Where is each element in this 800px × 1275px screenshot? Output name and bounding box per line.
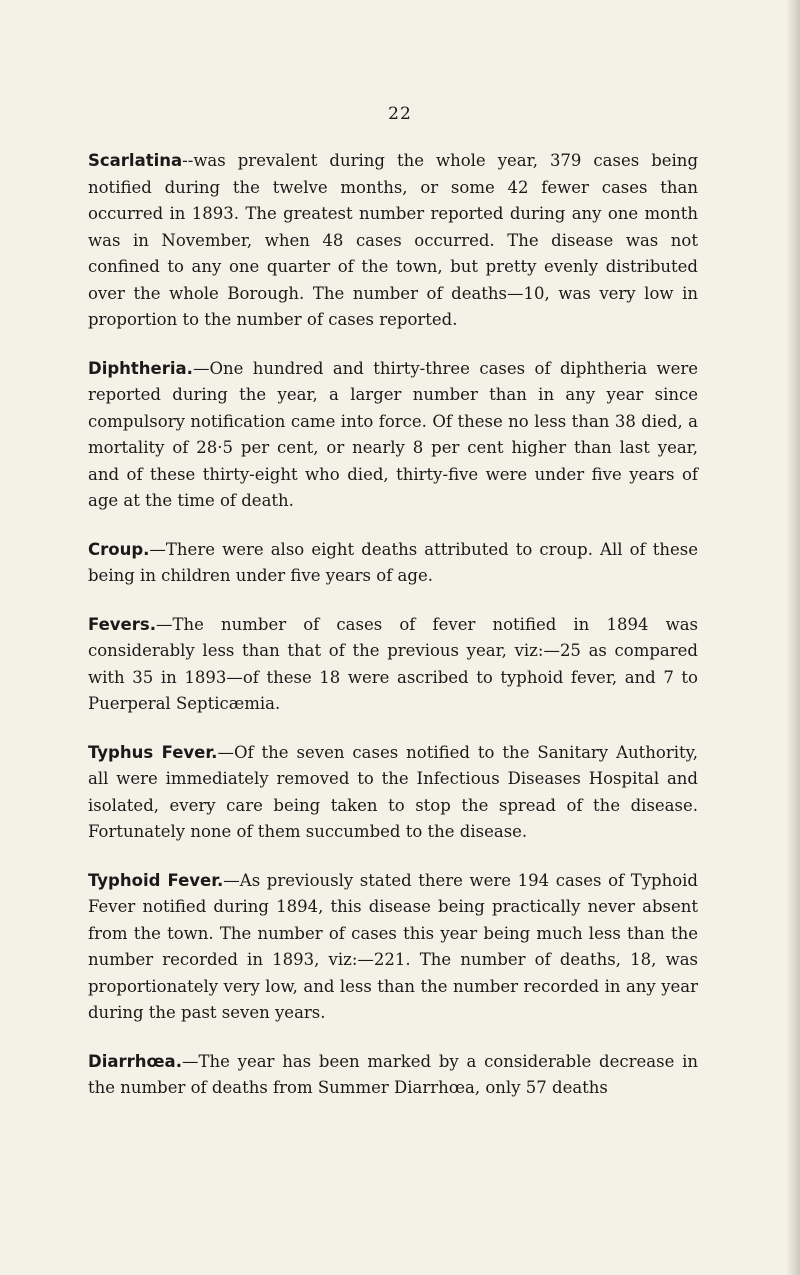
- section-heading-diarrhoea: Diarrhœa.: [88, 1051, 182, 1071]
- section-heading-typhoid-fever: Typhoid Fever.: [88, 870, 224, 890]
- paragraph-text: was prevalent during the whole year, 379 cases being notified during the twelve months, or some 42 fewer cases than occurred in 1893. The greatest number reported during any one month was in November, when 48 cases occurred. The disease was not confined to any one quarter of the town, but pretty evenly distributed over the whole Borough. The number of deaths—10, was very low in proportion to the number of cases reported.: [88, 151, 698, 329]
- body-text: [88, 148, 698, 1124]
- paragraph-diphtheria: [88, 356, 698, 515]
- heading-separator: —: [217, 742, 234, 762]
- heading-separator: —: [181, 1051, 199, 1071]
- heading-separator: —: [155, 614, 173, 634]
- heading-separator: —: [192, 358, 210, 378]
- paragraph-text: Of the seven cases notified to the Sanitary Authority, all were immediately removed to the Infectious Diseases Hospital and isolated, every care being taken to stop the spread of the disease. Fortunately none of them succumbed to the disease.: [88, 742, 698, 841]
- paragraph-text: The year has been marked by a considerable decrease in the number of deaths from Summer Diarrhœa, only 57 deaths: [88, 1051, 698, 1097]
- section-heading-diphtheria: Diphtheria.: [88, 358, 193, 378]
- page-number: 22: [388, 104, 412, 124]
- paragraph-text: The number of cases of fever notified in 1894 was considerably less than that of the previous year, viz:—25 as compared with 35 in 1893—of these 18 were ascribed to typhoid fever, and 7 to Puerperal Septicæmia.: [88, 614, 698, 713]
- paragraph-text: As previously stated there were 194 cases of Typhoid Fever notified during 1894, this disease being practically never absent from the town. The number of cases this year being much less than the number recorded in 1893, viz:—221. The number of deaths, 18, was proportionately very low, and less than the number recorded in any year during the past seven years.: [88, 870, 698, 1022]
- paragraph-fevers: [88, 612, 698, 718]
- section-heading-fevers: Fevers.: [88, 614, 156, 634]
- paragraph-text: One hundred and thirty-three cases of diphtheria were reported during the year, a larger number than in any year since compulsory notification came into force. Of these no less than 38 died, a mortality of 28·5 per cent, or nearly 8 per cent higher than last year, and of these thirty-eight who died, thirty-five were under five years of age at the time of death.: [88, 358, 698, 510]
- paragraph-diarrhoea: [88, 1049, 698, 1102]
- heading-separator: —: [223, 870, 240, 890]
- section-heading-scarlatina: Scarlatina: [88, 151, 183, 170]
- heading-separator: —: [149, 539, 166, 559]
- heading-separator: --: [182, 151, 194, 170]
- page-edge-shadow: [786, 0, 800, 1275]
- paragraph-typhus-fever: [88, 740, 698, 846]
- paragraph-typhoid-fever: [88, 868, 698, 1027]
- paragraph-croup: [88, 537, 698, 590]
- section-heading-croup: Croup.: [88, 539, 150, 559]
- paragraph-scarlatina: [88, 148, 698, 334]
- section-heading-typhus-fever: Typhus Fever.: [88, 742, 218, 762]
- paragraph-text: There were also eight deaths attributed to croup. All of these being in children under five years of age.: [88, 539, 698, 585]
